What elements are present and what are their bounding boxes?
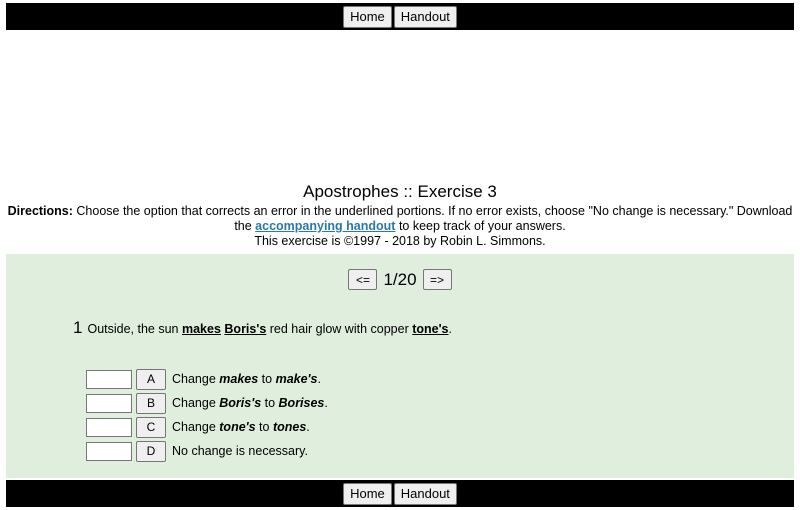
question-text [73,318,452,338]
home-button[interactable]: Home [343,6,392,28]
accompanying-handout-link[interactable]: accompanying handout [255,219,396,233]
bottom-nav-bar [6,480,794,507]
directions [6,204,794,249]
option-a-answer-field[interactable] [86,370,132,389]
option-b [86,391,328,415]
directions-text: Choose the option that corrects an error in the underlined portions. If no error exists, choose "No change is necessary." Download the [72,204,793,233]
option-d-text: No change is necessary. [172,444,308,458]
option-a [86,367,328,391]
exercise-panel [6,254,794,478]
option-d-answer-field[interactable] [86,442,132,461]
directions-label: Directions: [7,204,73,218]
option-b-button[interactable]: B [136,393,166,414]
question-counter: 1/20 [383,269,417,289]
option-a-text: Change makes to make's. [172,372,321,386]
underlined-makes: makes [181,322,221,336]
pager [6,269,794,290]
directions-text-end: to keep track of your answers. [395,219,566,233]
underlined-tones: tone's [412,322,449,336]
question-number: 1 [73,318,83,337]
handout-button-bottom[interactable]: Handout [394,483,457,505]
page-title: Apostrophes :: Exercise 3 [303,182,497,201]
underlined-boris: Boris's [224,322,267,336]
top-nav-bar [6,3,794,30]
home-button-bottom[interactable]: Home [343,483,392,505]
copyright-text: This exercise is ©1997 - 2018 by Robin L. Simmons. [254,234,546,248]
option-c [86,415,328,439]
answer-options [86,367,328,463]
option-c-button[interactable]: C [136,417,166,438]
option-b-text: Change Boris's to Borises. [172,396,328,410]
option-c-answer-field[interactable] [86,418,132,437]
option-d-button[interactable]: D [136,441,166,462]
option-c-text: Change tone's to tones. [172,420,310,434]
handout-button[interactable]: Handout [394,6,457,28]
next-question-button[interactable]: => [423,269,452,290]
option-b-answer-field[interactable] [86,394,132,413]
question-sentence: Outside, the sun makes Boris's red hair glow with copper tone's. [87,322,452,336]
option-a-button[interactable]: A [136,369,166,390]
prev-question-button[interactable]: <= [348,269,377,290]
option-d [86,439,328,463]
